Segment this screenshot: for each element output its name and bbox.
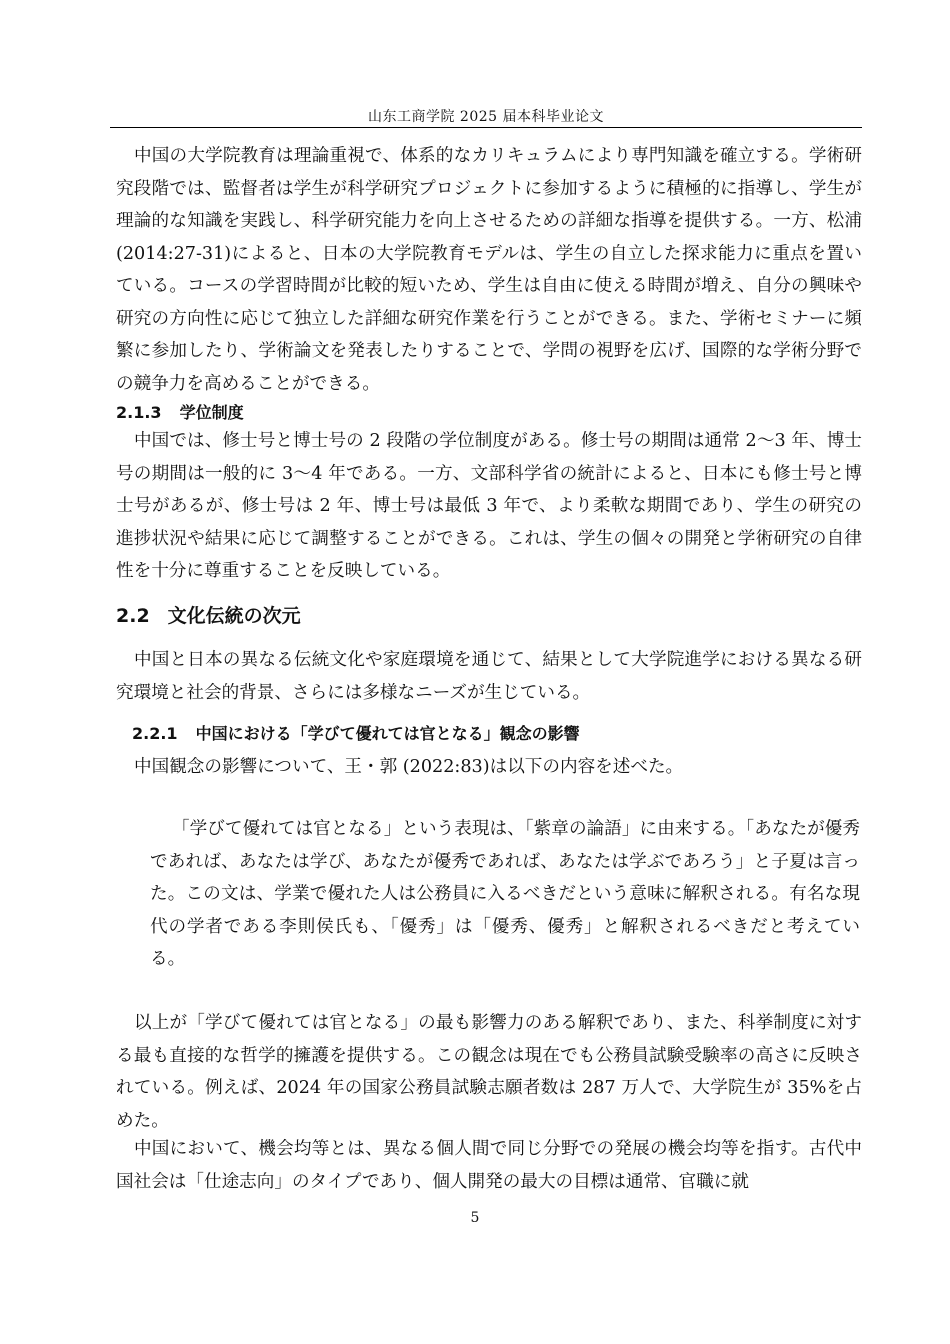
header-rule	[110, 127, 862, 128]
paragraph-quote-intro: 中国観念の影響について、王・郭 (2022:83)は以下の内容を述べた。	[134, 757, 684, 777]
paragraph-equal-opportunity: 中国において、機会均等とは、異なる個人間で同じ分野での発展の機会均等を指す。古代中国社会は「仕途志向」のタイプであり、個人開発の最大の目標は通常、官職に就	[116, 1139, 862, 1192]
paragraph-interpretation: 以上が「学びて優れては官となる」の最も影響力のある解釈であり、また、科挙制度に対する最も直接的な哲学的擁護を提供する。この観念は現在でも公務員試験受験率の高さに反映されている。例えば、2024 年の国家公務員試験志願者数は 287 万人で、大学院生が 35%を占めた。	[116, 1013, 862, 1131]
block-quote: 「学びて優れては官となる」という表現は、「紫章の論語」に由来する。「あなたが優秀であれば、あなたは学び、あなたが優秀であれば、あなたは学ぶであろう」と子夏は言った。この文は、学業で優れた人は公務員に入るべきだという意味に解釈される。有名な現代の学者である李則侯氏も、「優秀」は「優秀、優秀」と解釈されるべきだと考えている。	[150, 819, 860, 969]
section-number: 2.1.3	[116, 403, 162, 422]
paragraph-graduate-education: 中国の大学院教育は理論重視で、体系的なカリキュラムにより専門知識を確立する。学術研究段階では、監督者は学生が科学研究プロジェクトに参加するように積極的に指導し、学生が理論的な知識を実践し、科学研究能力を向上させるための詳細な指導を提供する。一方、松浦(2014:27-31)によると、日本の大学院教育モデルは、学生の自立した探求能力に重点を置いている。コースの学習時間が比較的短いため、学生は自由に使える時間が増え、自分の興味や研究の方向性に応じて独立した詳細な研究作業を行うことができる。また、学術セミナーに頻繁に参加したり、学術論文を発表したりすることで、学問の視野を広げ、国際的な学術分野での競争力を高めることができる。	[116, 146, 862, 394]
section-heading-2-1-3	[116, 400, 244, 423]
section-number: 2.2.1	[132, 724, 178, 743]
section-title: 中国における「学びて優れては官となる」観念の影響	[195, 724, 580, 743]
paragraph-cultural-tradition: 中国と日本の異なる伝統文化や家庭環境を通じて、結果として大学院進学における異なる研究環境と社会的背景、さらには多様なニーズが生じている。	[116, 650, 862, 703]
page-header: 山东工商学院 2025 届本科毕业论文	[367, 109, 605, 125]
section-title: 文化伝統の次元	[167, 605, 301, 627]
paragraph-degree-system: 中国では、修士号と博士号の 2 段階の学位制度がある。修士号の期間は通常 2〜3 年、博士号の期間は一般的に 3〜4 年である。一方、文部科学省の統計によると、日本にも修士号と博士号があるが、修士号は 2 年、博士号は最低 3 年で、より柔軟な期間であり、学生の研究の進捗状況や結果に応じて調整することができる。これは、学生の個々の開発と学術研究の自律性を十分に尊重することを反映している。	[116, 431, 862, 581]
section-heading-2-2-1	[132, 721, 580, 744]
section-title: 学位制度	[179, 403, 244, 422]
section-heading-2-2	[116, 601, 301, 628]
section-number: 2.2	[116, 605, 150, 627]
page-number: 5	[470, 1210, 480, 1226]
